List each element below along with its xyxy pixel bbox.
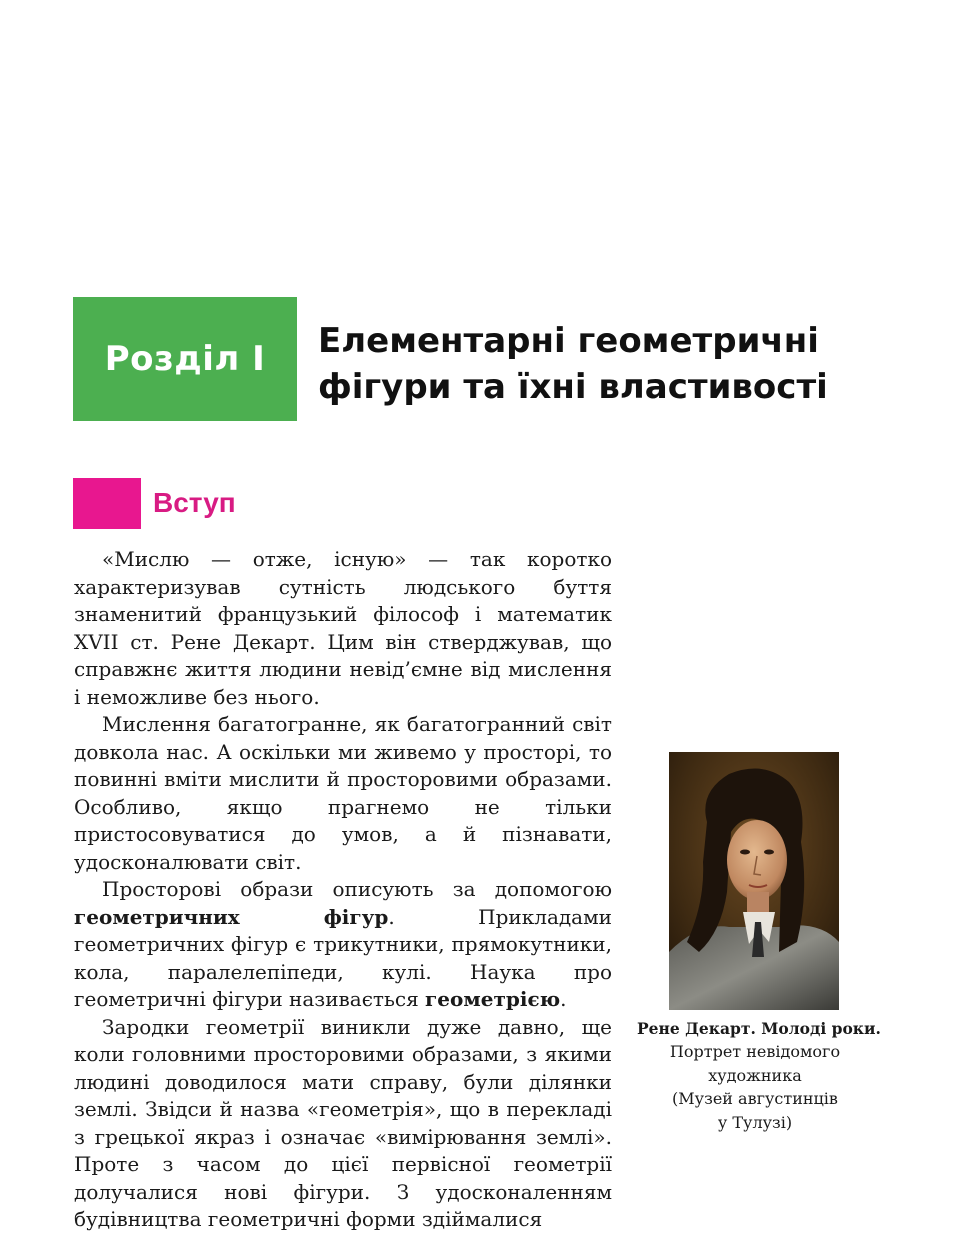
chapter-title-line1: Елементарні геометричні — [318, 321, 819, 361]
section-marker — [73, 478, 141, 529]
caption-line: у Тулузі) — [717, 1112, 793, 1132]
term-geometry: геометрією — [425, 987, 561, 1011]
chapter-title — [318, 318, 918, 410]
paragraph-4: Зародки геометрії виникли дуже давно, ще коли головними просторовими образами, з якими людині доводилося мати справу, були ділянки землі. Звідси й назва «геометрія», що в перекладі з грецької якраз і означає «вимірювання землі». Проте з часом до цієї первісної геометрії долучалися нові фігури. З удосконаленням будівництва геометричні форми здіймалися — [74, 1014, 612, 1231]
paragraph-3-text-b: . Прикладами геометричних фігур є трикутники, прямокутники, кола, паралелепіпеди, кулі. Наука про геометричні фігури називається — [74, 904, 612, 1011]
paragraph-3 — [74, 876, 612, 1014]
caption-line: (Музей августинців — [672, 1089, 838, 1108]
body-text — [74, 546, 612, 1234]
chapter-title-line2: фігури та їхні властивості — [318, 367, 828, 407]
paragraph-3-text-c: . — [560, 987, 567, 1011]
section-title: Вступ — [153, 487, 236, 518]
chapter-badge — [73, 297, 297, 421]
caption-line: художника — [708, 1065, 802, 1085]
paragraph-3-text-a: Просторові образи описують за допомогою — [102, 877, 612, 901]
descartes-portrait-image — [669, 752, 839, 1010]
caption-line: Портрет невідомого — [669, 1042, 841, 1061]
paragraph-1: «Мислю — отже, існую» — так коротко характеризував сутність людського буття знаменитий французький філософ і математик XVII ст. Рене Декарт. Цим він стверджував, що справжнє життя людини невід’ємне від мислення і неможливе без нього. — [74, 547, 612, 709]
caption-title: Рене Декарт. Молоді роки. — [637, 1019, 881, 1038]
chapter-label: Розділ I — [104, 339, 266, 379]
portrait-caption — [637, 1018, 881, 1134]
paragraph-2: Мислення багатогранне, як багатогранний світ довкола нас. А оскільки ми живемо у просторі, то повинні вміти мислити й просторовими образами. Особливо, якщо прагнемо не тільки пристосовуватися до умов, а й пізнавати, удосконалювати світ. — [74, 712, 612, 874]
term-geometric-figures: геометричних фігур — [74, 904, 389, 929]
